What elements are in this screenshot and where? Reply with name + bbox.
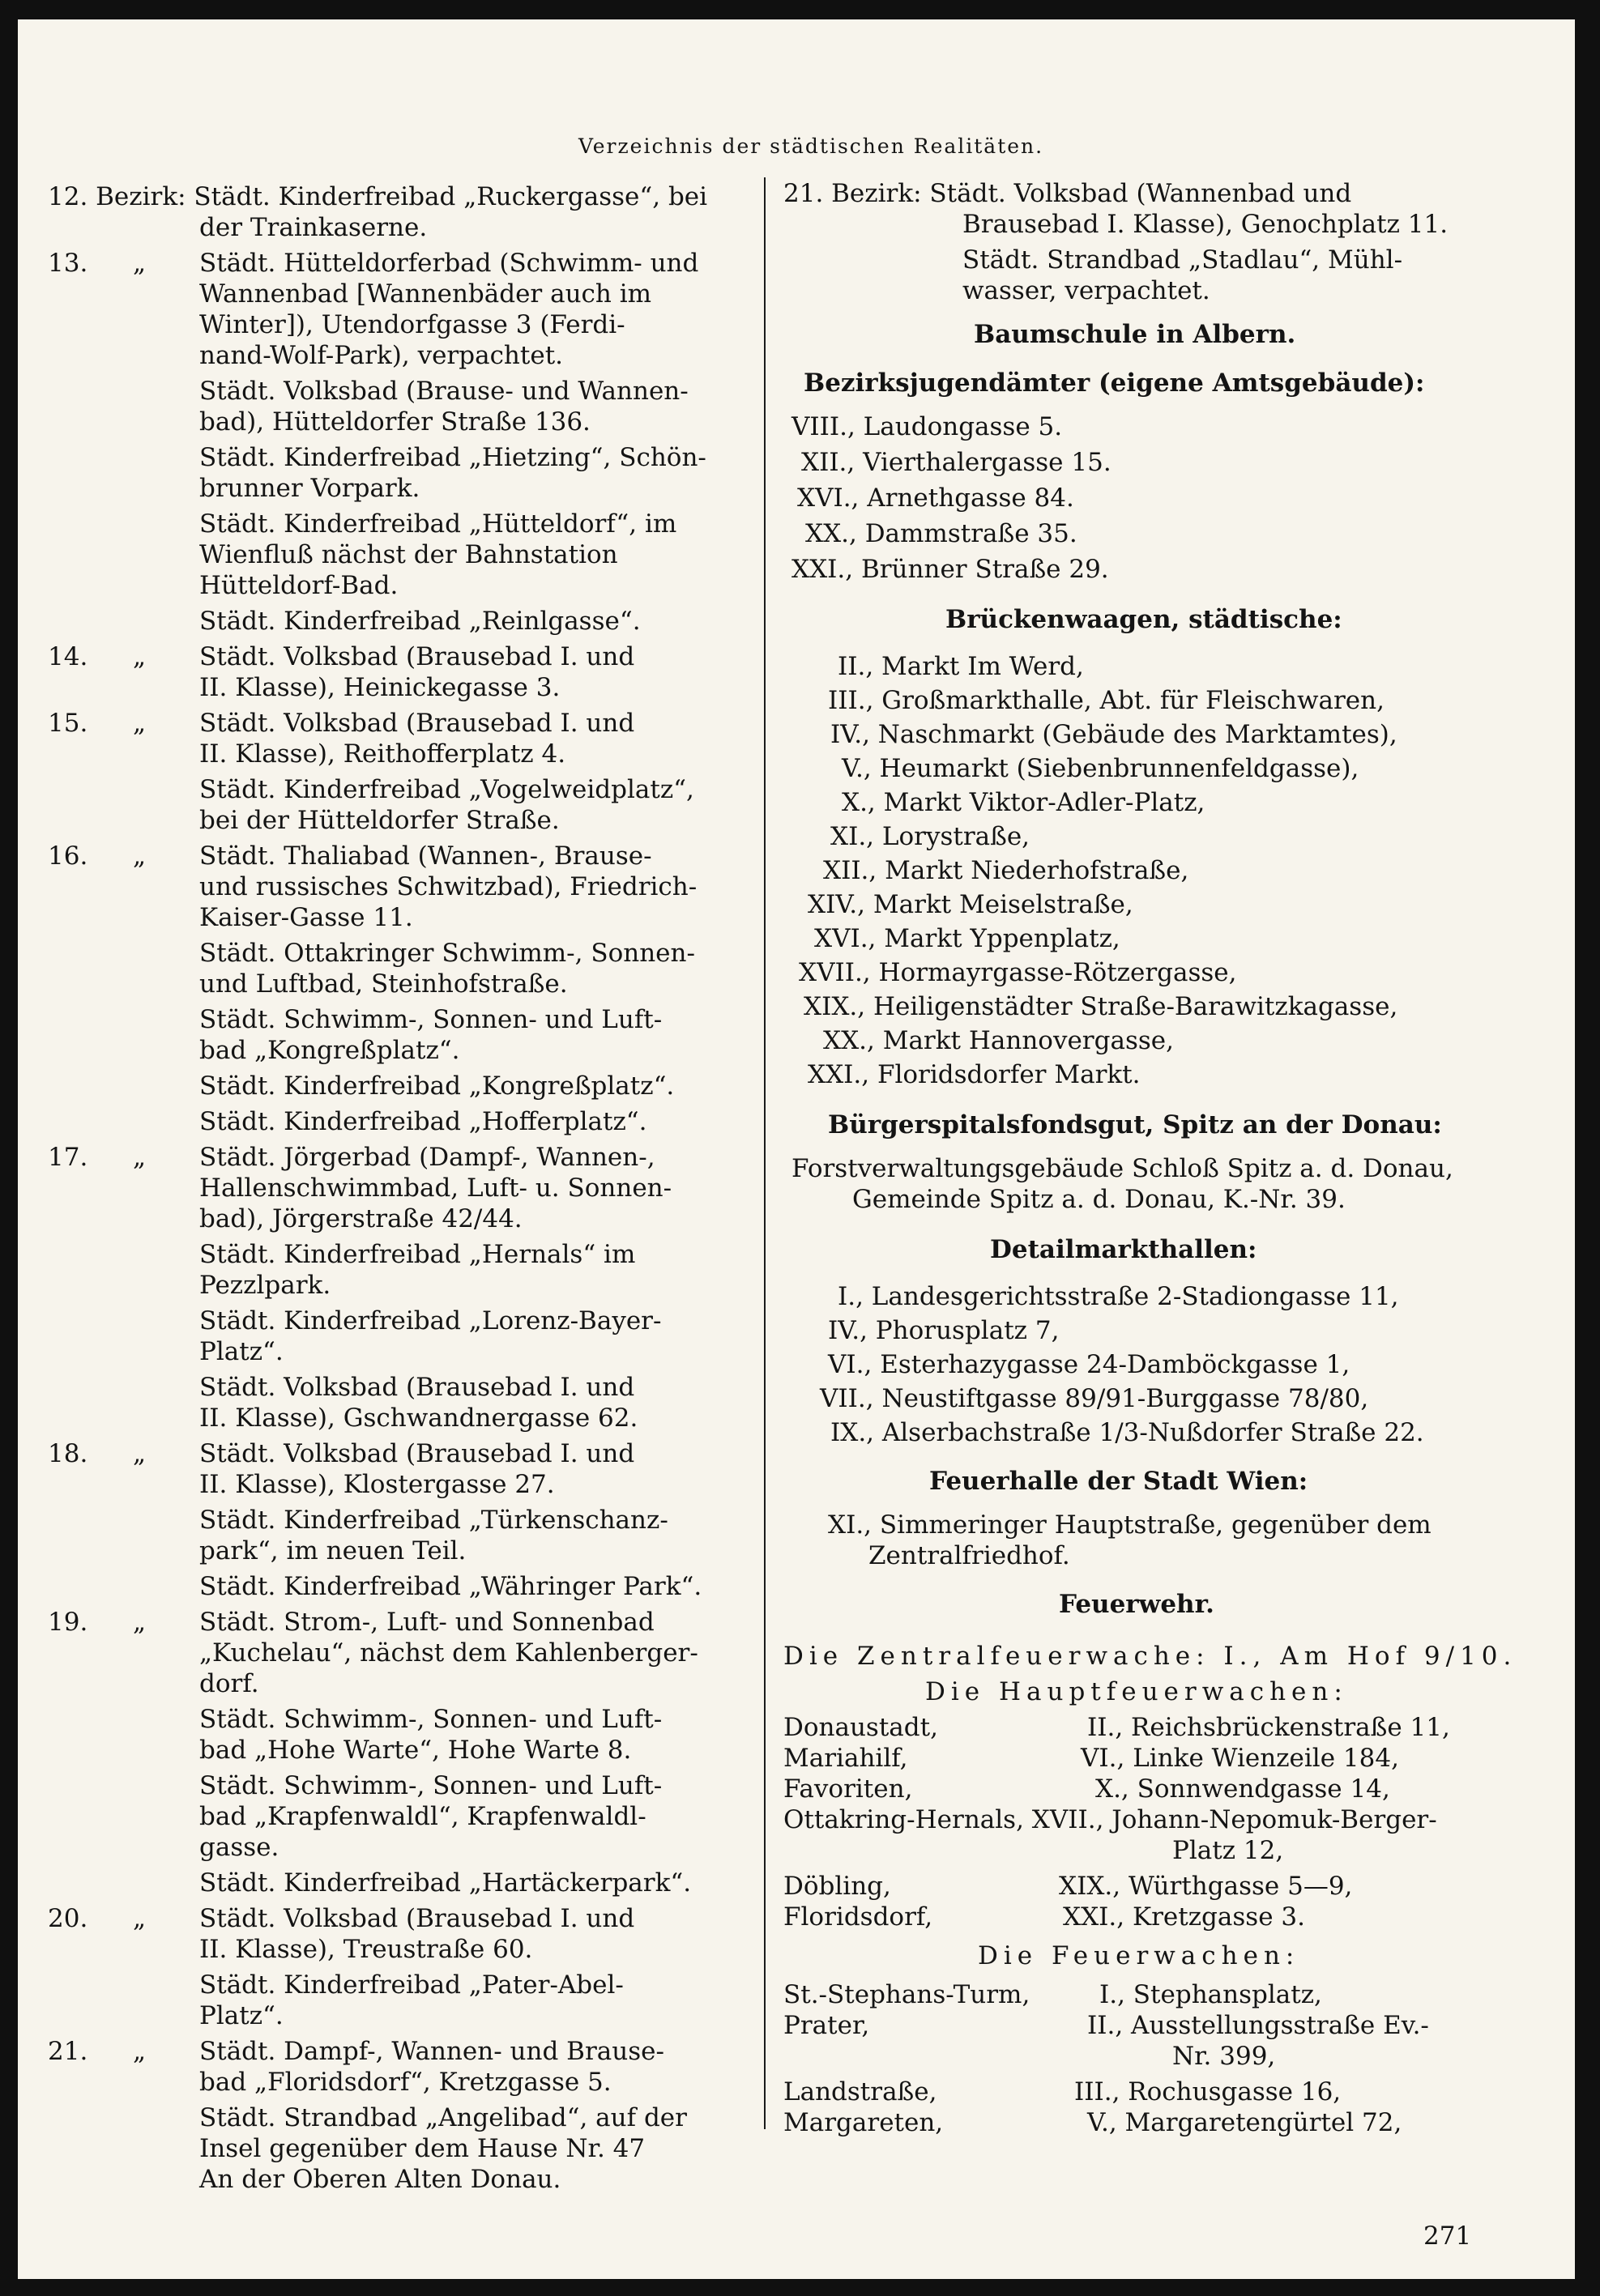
left-line: brunner Vorpark. (199, 474, 420, 503)
left-line: bad „Hohe Warte“, Hohe Warte 8. (199, 1736, 632, 1765)
left-line: park“, im neuen Teil. (199, 1536, 467, 1565)
left-line: dorf. (199, 1669, 259, 1698)
left-line: Winter]), Utendorfgasse 3 (Ferdi- (199, 310, 625, 339)
left-line: Städt. Kinderfreibad „Hofferplatz“. (199, 1107, 647, 1136)
right-line: XI., Lorystraße, (830, 822, 1030, 851)
left-line: Städt. Jörgerbad (Dampf-, Wannen-, (199, 1143, 655, 1172)
station-address: X., Sonnwendgasse 14, (1095, 1774, 1390, 1804)
district-number: 20. (48, 1904, 88, 1933)
station-name: St.-Stephans-Turm, (783, 1980, 1030, 2009)
left-line: gasse. (199, 1833, 279, 1862)
left-line: II. Klasse), Heinickegasse 3. (199, 673, 561, 702)
right-line: V., Heumarkt (Siebenbrunnenfeldgasse), (842, 754, 1359, 783)
ditto-mark: „ (133, 642, 147, 671)
district-number: 13. (48, 249, 88, 278)
right-line: XIV., Markt Meiselstraße, (808, 890, 1133, 919)
section-heading: Detailmarkthallen: (990, 1235, 1257, 1264)
right-line: I., Landesgerichtsstraße 2-Stadiongasse 11, (838, 1282, 1399, 1311)
right-line: IX., Alserbachstraße 1/3-Nußdorfer Straße 22. (830, 1418, 1424, 1447)
left-line: Städt. Kinderfreibad „Hartäckerpark“. (199, 1868, 692, 1898)
right-line: XI., Simmeringer Hauptstraße, gegenüber dem (828, 1510, 1431, 1540)
right-line: XII., Markt Niederhofstraße, (823, 856, 1189, 885)
section-heading: Bürgerspitalsfondsgut, Spitz an der Donau: (828, 1110, 1442, 1139)
station-address: Nr. 399, (1172, 2042, 1276, 2071)
section-heading: Brückenwaagen, städtische: (945, 605, 1342, 634)
left-line: II. Klasse), Treustraße 60. (199, 1935, 533, 1964)
station-name: Favoriten, (783, 1774, 913, 1804)
ditto-mark: „ (133, 709, 147, 738)
right-line: XXI., Floridsdorfer Markt. (808, 1060, 1141, 1089)
left-line: bad „Kongreßplatz“. (199, 1036, 460, 1065)
section-heading: Feuerwehr. (1059, 1590, 1214, 1619)
station-name: Donaustadt, (783, 1713, 938, 1742)
left-line: Städt. Schwimm-, Sonnen- und Luft- (199, 1705, 663, 1734)
right-line: Zentralfriedhof. (868, 1541, 1070, 1570)
right-line: Forstverwaltungsgebäude Schloß Spitz a. d. Donau, (791, 1154, 1453, 1183)
ditto-mark: „ (133, 1143, 147, 1172)
district-number: 19. (48, 1608, 88, 1637)
left-line: und russisches Schwitzbad), Friedrich- (199, 872, 698, 901)
left-line: bad), Jörgerstraße 42/44. (199, 1204, 523, 1233)
district-number: 17. (48, 1143, 88, 1172)
station-address: II., Ausstellungsstraße Ev.- (1087, 2011, 1429, 2040)
right-line: Städt. Strandbad „Stadlau“, Mühl- (962, 245, 1403, 275)
district-number: 18. (48, 1439, 88, 1468)
left-line: Hütteldorf-Bad. (199, 571, 399, 600)
left-line: An der Oberen Alten Donau. (199, 2165, 561, 2194)
left-line: Städt. Strom-, Luft- und Sonnenbad (199, 1608, 655, 1637)
right-line: II., Markt Im Werd, (838, 652, 1084, 681)
left-line: der Trainkaserne. (199, 213, 428, 242)
right-line: Gemeinde Spitz a. d. Donau, K.-Nr. 39. (852, 1185, 1346, 1214)
left-line: bad „Krapfenwaldl“, Krapfenwaldl- (199, 1802, 646, 1831)
left-line: Städt. Schwimm-, Sonnen- und Luft- (199, 1005, 663, 1034)
left-line: Städt. Kinderfreibad „Hietzing“, Schön- (199, 443, 706, 472)
right-line: XX., Dammstraße 35. (805, 519, 1077, 548)
ditto-mark: „ (133, 1608, 147, 1637)
left-line: Städt. Ottakringer Schwimm-, Sonnen- (199, 939, 695, 968)
station-name: Floridsdorf, (783, 1902, 933, 1932)
station-name: Döbling, (783, 1872, 891, 1901)
subsection-heading: Die Feuerwachen: (978, 1941, 1300, 1970)
left-line: Städt. Kinderfreibad „Pater-Abel- (199, 1970, 624, 2000)
left-line: bei der Hütteldorfer Straße. (199, 806, 560, 835)
station-name: Landstraße, (783, 2077, 937, 2106)
station-address: V., Margaretengürtel 72, (1087, 2108, 1402, 2137)
right-line: VIII., Laudongasse 5. (791, 412, 1063, 441)
left-line: und Luftbad, Steinhofstraße. (199, 969, 568, 999)
right-line: VI., Esterhazygasse 24-Damböckgasse 1, (828, 1350, 1350, 1379)
left-line: Kaiser-Gasse 11. (199, 903, 413, 932)
left-line: Städt. Volksbad (Brausebad I. und (199, 1373, 635, 1402)
left-line: Städt. Kinderfreibad „Hernals“ im (199, 1240, 636, 1269)
left-line: bad), Hütteldorfer Straße 136. (199, 407, 591, 437)
left-line: Insel gegenüber dem Hause Nr. 47 (199, 2134, 646, 2163)
left-line: Städt. Kinderfreibad „Währinger Park“. (199, 1572, 702, 1601)
left-line: II. Klasse), Reithofferplatz 4. (199, 739, 566, 769)
running-header: Verzeichnis der städtischen Realitäten. (578, 134, 1044, 158)
left-line: Städt. Kinderfreibad „Türkenschanz- (199, 1506, 668, 1535)
right-line: III., Großmarkthalle, Abt. für Fleischwaren, (828, 686, 1385, 715)
ditto-mark: „ (133, 2037, 147, 2066)
left-line: Städt. Kinderfreibad „Reinlgasse“. (199, 607, 641, 636)
left-line: Platz“. (199, 2001, 284, 2030)
station-name: Mariahilf, (783, 1744, 908, 1773)
section-heading: Feuerhalle der Stadt Wien: (929, 1467, 1308, 1496)
right-line: XVII., Hormayrgasse-Rötzergasse, (799, 958, 1237, 987)
section-heading: Bezirksjugendämter (eigene Amtsgebäude): (804, 368, 1425, 398)
station-address: III., Rochusgasse 16, (1074, 2077, 1342, 2106)
left-line: Städt. Thaliabad (Wannen-, Brause- (199, 841, 652, 871)
left-line: Städt. Volksbad (Brausebad I. und (199, 1904, 635, 1933)
left-line: Städt. Dampf-, Wannen- und Brause- (199, 2037, 664, 2066)
ditto-mark: „ (133, 1439, 147, 1468)
left-line: Städt. Volksbad (Brausebad I. und (199, 642, 635, 671)
right-line: XX., Markt Hannovergasse, (823, 1026, 1174, 1055)
page-number: 271 (1423, 2221, 1472, 2251)
right-line: XIX., Heiligenstädter Straße-Barawitzkagasse, (804, 992, 1398, 1021)
left-line: Wannenbad [Wannenbäder auch im (199, 279, 652, 309)
left-line: Wienfluß nächst der Bahnstation (199, 540, 618, 569)
right-line: X., Markt Viktor-Adler-Platz, (842, 788, 1205, 817)
station-address: I., Stephansplatz, (1099, 1980, 1322, 2009)
right-line: Brausebad I. Klasse), Genochplatz 11. (962, 210, 1449, 239)
district-number: 15. (48, 709, 88, 738)
right-line: XII., Vierthalergasse 15. (801, 448, 1111, 477)
station-address: XXI., Kretzgasse 3. (1063, 1902, 1305, 1932)
left-line: Städt. Strandbad „Angelibad“, auf der (199, 2103, 687, 2132)
district-number: 21. (48, 2037, 88, 2066)
left-line: Platz“. (199, 1337, 284, 1366)
left-line: Hallenschwimmbad, Luft- u. Sonnen- (199, 1174, 672, 1203)
left-line: Städt. Kinderfreibad „Kongreßplatz“. (199, 1071, 675, 1101)
right-line: XVI., Markt Yppenplatz, (814, 924, 1120, 953)
station-address: II., Reichsbrückenstraße 11, (1087, 1713, 1450, 1742)
station-name: Margareten, (783, 2108, 944, 2137)
left-line: Städt. Schwimm-, Sonnen- und Luft- (199, 1771, 663, 1800)
left-line: Städt. Kinderfreibad „Lorenz-Bayer- (199, 1306, 662, 1335)
district-number: 16. (48, 841, 88, 871)
station-address: XIX., Würthgasse 5—9, (1059, 1872, 1353, 1901)
left-line: „Kuchelau“, nächst dem Kahlenberger- (199, 1638, 698, 1668)
station-name: Prater, (783, 2011, 870, 2040)
book-page (18, 19, 1575, 2279)
left-line: Pezzlpark. (199, 1271, 331, 1300)
left-line: II. Klasse), Klostergasse 27. (199, 1470, 555, 1499)
right-line: XVI., Arnethgasse 84. (797, 483, 1074, 513)
right-line: XXI., Brünner Straße 29. (791, 555, 1109, 584)
station-address: VI., Linke Wienzeile 184, (1081, 1744, 1399, 1773)
section-heading: Baumschule in Albern. (974, 320, 1296, 349)
right-line: IV., Phorusplatz 7, (828, 1316, 1060, 1345)
left-line: 12. Bezirk: Städt. Kinderfreibad „Ruckergasse“, bei (48, 182, 708, 211)
left-line: Städt. Volksbad (Brausebad I. und (199, 1439, 635, 1468)
district-number: 14. (48, 642, 88, 671)
column-divider (764, 177, 766, 2129)
right-line: Ottakring-Hernals, XVII., Johann-Nepomuk-Berger- (783, 1805, 1437, 1834)
left-line: II. Klasse), Gschwandnergasse 62. (199, 1404, 638, 1433)
left-line: Städt. Hütteldorferbad (Schwimm- und (199, 249, 699, 278)
left-line: bad „Floridsdorf“, Kretzgasse 5. (199, 2068, 612, 2097)
ditto-mark: „ (133, 1904, 147, 1933)
ditto-mark: „ (133, 249, 147, 278)
right-line: VII., Neustiftgasse 89/91-Burggasse 78/80, (820, 1384, 1369, 1413)
left-line: Städt. Kinderfreibad „Vogelweidplatz“, (199, 775, 694, 804)
right-line: IV., Naschmarkt (Gebäude des Marktamtes), (830, 720, 1397, 749)
station-address: Platz 12, (1172, 1836, 1284, 1865)
left-line: Städt. Volksbad (Brause- und Wannen- (199, 377, 689, 406)
left-line: Städt. Volksbad (Brausebad I. und (199, 709, 635, 738)
subsection-heading: Die Hauptfeuerwachen: (925, 1677, 1348, 1706)
right-line: Die Zentralfeuerwache: I., Am Hof 9/10. (783, 1642, 1517, 1671)
right-line: wasser, verpachtet. (962, 276, 1210, 305)
right-line: 21. Bezirk: Städt. Volksbad (Wannenbad und (783, 179, 1352, 208)
ditto-mark: „ (133, 841, 147, 871)
left-line: Städt. Kinderfreibad „Hütteldorf“, im (199, 509, 677, 539)
left-line: nand-Wolf-Park), verpachtet. (199, 341, 564, 370)
